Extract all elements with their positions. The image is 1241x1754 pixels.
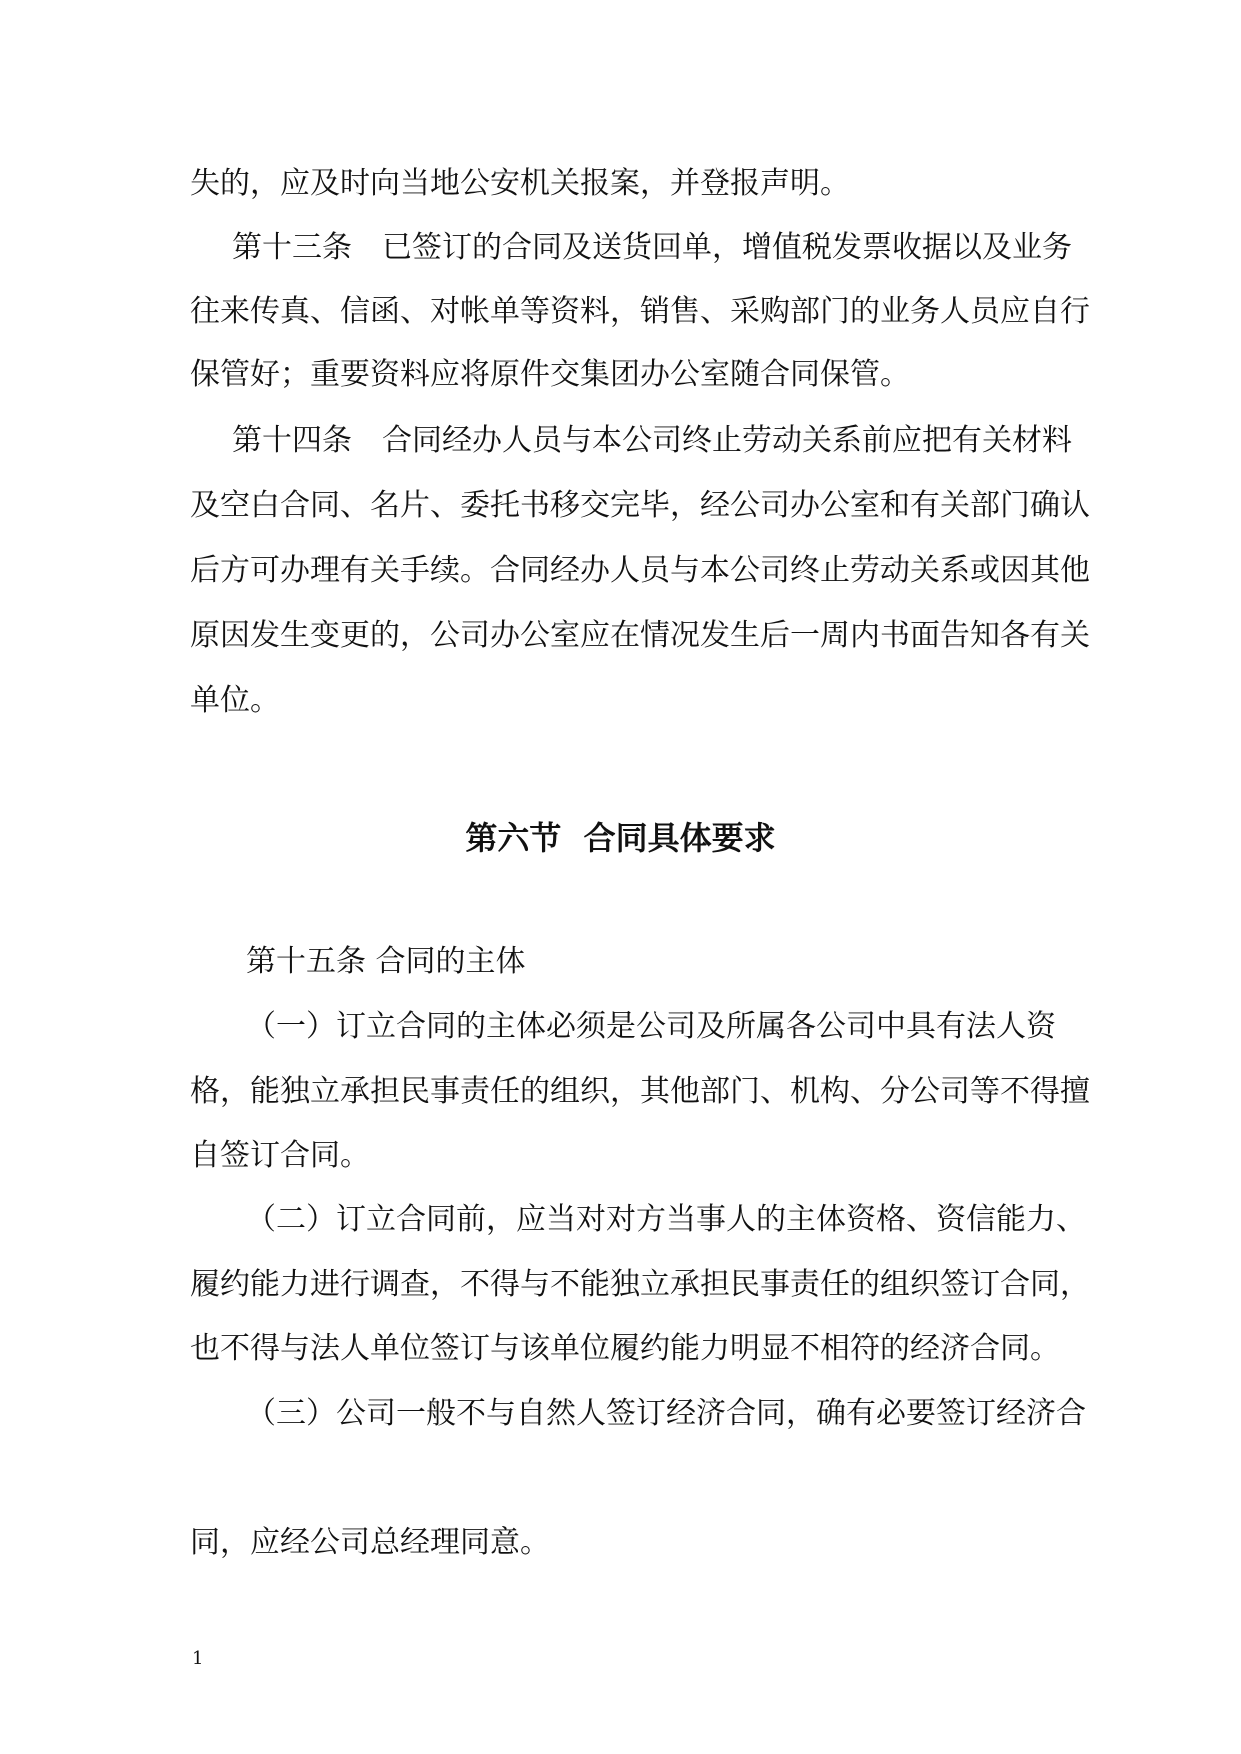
text-line: 也不得与法人单位签订与该单位履约能力明显不相符的经济合同。 bbox=[190, 1331, 1060, 1366]
article-14-line: 第十四条 合同经办人员与本公司终止劳动关系前应把有关材料 bbox=[232, 423, 1072, 458]
text-line: 同，应经公司总经理同意。 bbox=[190, 1525, 550, 1560]
text-line: 保管好；重要资料应将原件交集团办公室随合同保管。 bbox=[190, 357, 910, 392]
clause-1-line: （一）订立合同的主体必须是公司及所属各公司中具有法人资 bbox=[246, 1009, 1056, 1044]
text-line: 单位。 bbox=[190, 683, 280, 718]
text-line: 往来传真、信函、对帐单等资料，销售、采购部门的业务人员应自行 bbox=[190, 294, 1090, 329]
section-title: 第六节 合同具体要求 bbox=[465, 819, 776, 857]
clause-2-line: （二）订立合同前，应当对对方当事人的主体资格、资信能力、 bbox=[246, 1202, 1086, 1237]
text-line: 及空白合同、名片、委托书移交完毕，经公司办公室和有关部门确认 bbox=[190, 488, 1090, 523]
article-13-line: 第十三条 已签订的合同及送货回单，增值税发票收据以及业务 bbox=[232, 230, 1072, 265]
page-number: 1 bbox=[192, 1648, 204, 1669]
clause-3-line: （三）公司一般不与自然人签订经济合同，确有必要签订经济合 bbox=[246, 1396, 1086, 1431]
text-line: 失的，应及时向当地公安机关报案，并登报声明。 bbox=[190, 166, 850, 201]
text-line: 格，能独立承担民事责任的组织，其他部门、机构、分公司等不得擅 bbox=[190, 1074, 1090, 1109]
text-line: 原因发生变更的，公司办公室应在情况发生后一周内书面告知各有关 bbox=[190, 618, 1090, 653]
text-line: 后方可办理有关手续。合同经办人员与本公司终止劳动关系或因其他 bbox=[190, 553, 1090, 588]
article-15-title: 第十五条 合同的主体 bbox=[246, 944, 526, 979]
text-line: 履约能力进行调查，不得与不能独立承担民事责任的组织签订合同， bbox=[190, 1267, 1090, 1302]
text-line: 自签订合同。 bbox=[190, 1138, 370, 1173]
